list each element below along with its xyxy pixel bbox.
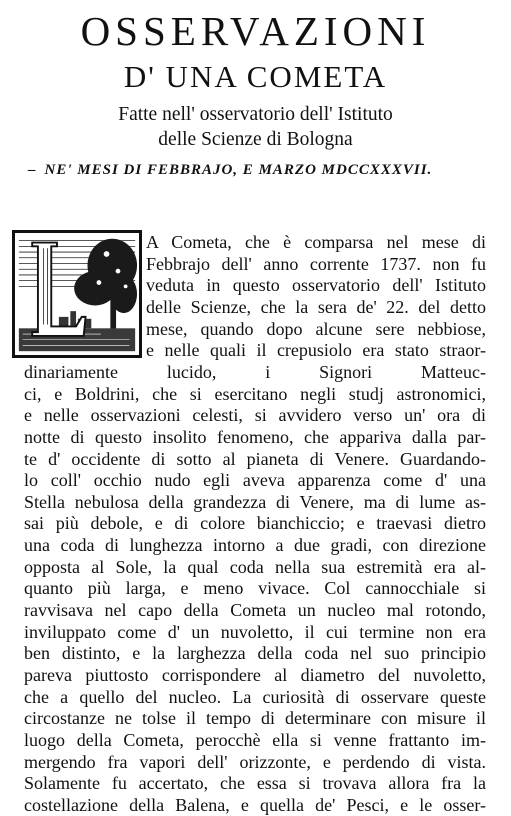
text-line: Stella nebulosa della grandezza di Venere, ma di lume as- bbox=[24, 491, 486, 512]
text-line: una coda di lunghezza intorno a due gradi, con direzione bbox=[24, 535, 486, 556]
months-text: NE' MESI DI FEBBRAJO, E MARZO MDCCXXXVII. bbox=[44, 162, 433, 178]
page-subtitle: D' UNA COMETA bbox=[123, 59, 388, 94]
text-line: sai più debole, e di colore bianchiccio; e traevasi dietro bbox=[24, 513, 486, 534]
text-line: e nelle quali il crepusiolo era stato straor- bbox=[146, 340, 486, 361]
text-line: Febbrajo dell' anno corrente 1737. non fu bbox=[146, 253, 486, 274]
text-line: Solamente fu accertato, che essa si trovava allora fra la bbox=[24, 773, 486, 794]
text-line: costellazione della Balena, e quella de' Pesci, e le osser- bbox=[24, 794, 486, 815]
text-line: luogo della Cometa, perocchè ella si venne frattanto im- bbox=[24, 729, 486, 750]
ornament-dash: – bbox=[28, 162, 37, 178]
text-line: ben distinto, e la larghezza della coda nel suo principio bbox=[24, 643, 486, 664]
text-line: che a quello del nucleo. La curiosità di osservare queste bbox=[24, 686, 486, 707]
text-line: ci, e Boldrini, che si esercitano negli studj astronomici, bbox=[24, 383, 486, 404]
text-line: mese, quando dopo alcune sere nebbiose, bbox=[146, 318, 486, 339]
made-line-2: delle Scienze di Bologna bbox=[158, 129, 353, 150]
made-line-1: Fatte nell' osservatorio dell' Istituto bbox=[118, 104, 393, 125]
text-line: opposta al Sole, la qual coda nella sua estremità era al- bbox=[24, 556, 486, 577]
text-line: A Cometa, che è comparsa nel mese di bbox=[146, 232, 486, 252]
text-line: delle Scienze, che la sera de' 22. del detto bbox=[146, 296, 486, 317]
text-line: mergendo fra vapori dell' orizzonte, e perdendo di vista. bbox=[24, 751, 486, 772]
text-line: inviluppato come d' un nuvoletto, il cui termine non era bbox=[24, 621, 486, 642]
text-line: notte di questo insolito fenomeno, che appariva dalla par- bbox=[24, 426, 486, 447]
text-line: quanto più larga, e meno vivace. Col cannocchiale si bbox=[24, 578, 486, 599]
text-line: veduta in questo osservatorio dell' Istituto bbox=[146, 275, 486, 296]
text-line: lo coll' occhio nudo egli aveva apparenza come d' una bbox=[24, 470, 486, 491]
text-line: ravvisava nel capo della Cometa un nucleo mal rotondo, bbox=[24, 600, 486, 621]
text-line: pareva piuttosto corrispondere al diametro del nuvoletto, bbox=[24, 665, 486, 685]
text-line: circostanze ne tolse il tempo di determinare con misure il bbox=[24, 708, 486, 729]
page-title: OSSERVAZIONI bbox=[80, 8, 431, 54]
text-line: e nelle osservazioni celesti, si avvidero verso un' ora di bbox=[24, 405, 486, 426]
text-line: dinariamente lucido, i Signori Matteuc- bbox=[24, 361, 486, 382]
text-line: te d' occidente di sotto al pianeta di Venere. Guardando- bbox=[24, 448, 486, 469]
